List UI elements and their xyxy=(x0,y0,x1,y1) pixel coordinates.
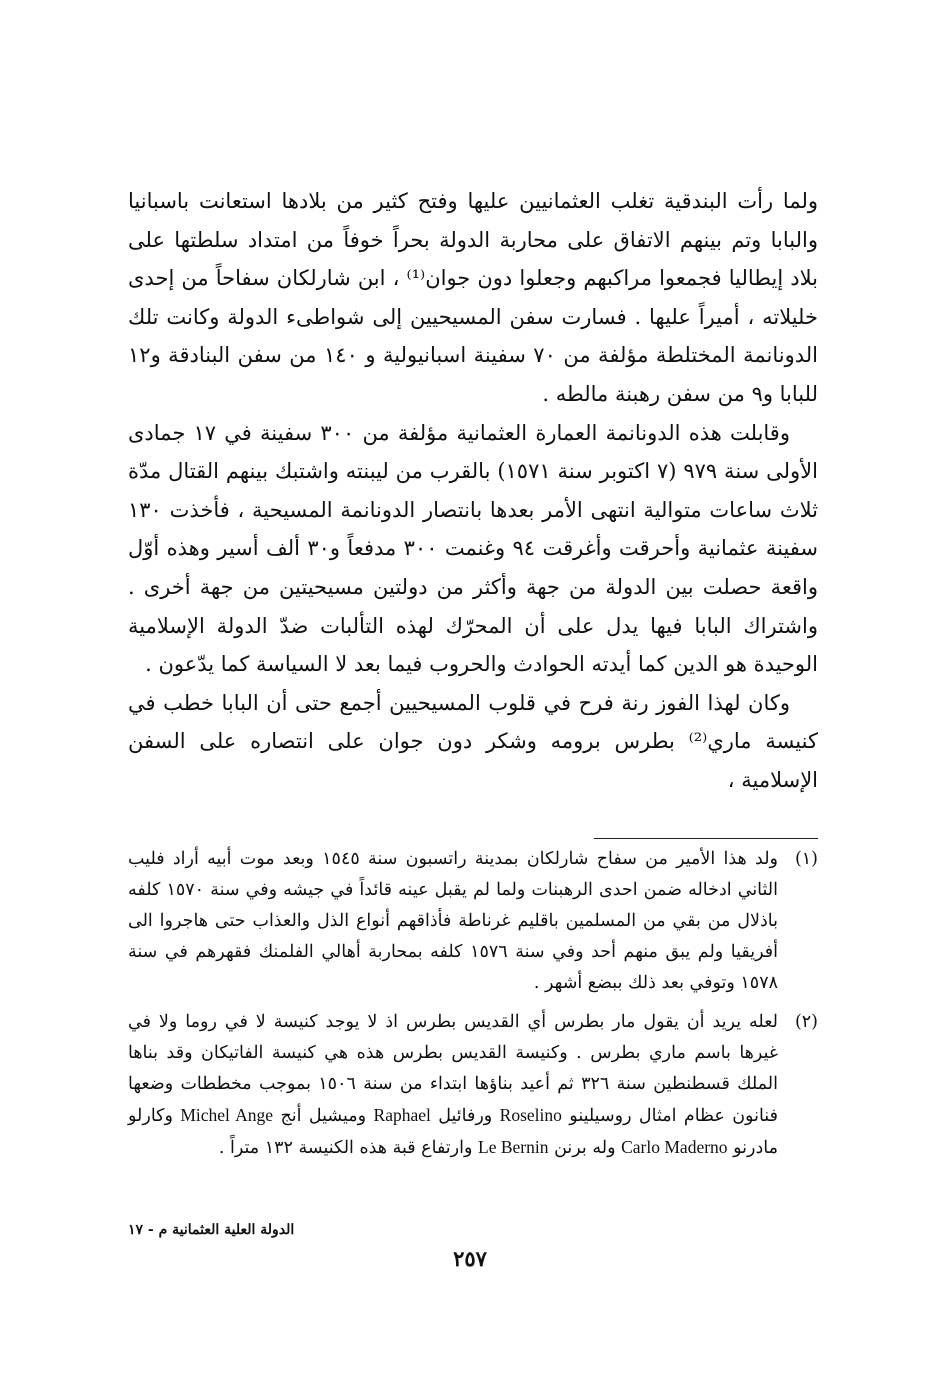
footnote-text-part: وارتفاع قبة هذه الكنيسة ١٣٢ متراً . xyxy=(218,1138,473,1158)
paragraph-3: وكان لهذا الفوز رنة فرح في قلوب المسيحيين أجمع حتى أن البابا خطب في كنيسة ماري⁽²⁾ بطرس برومه وشكر دون جوان على انتصاره على السفن الإسلامية ، xyxy=(128,690,818,792)
footnote-text-part: وميشيل أنج xyxy=(280,1106,367,1126)
footnote-text-part: ورفائيل xyxy=(438,1106,493,1126)
footnote-text-part: وكارلو مادرنو xyxy=(128,1106,778,1158)
latin-name: Raphael xyxy=(373,1105,431,1125)
footnote-1 xyxy=(128,844,818,999)
footnote-text: ولد هذا الأمير من سفاح شارلكان بمدينة راتسبون سنة ١٥٤٥ وبعد موت أبيه أراد فليب الثاني ادخاله ضمن احدى الرهبنات ولما لم يقبل عينه قائداً في جيشه وفي سنة ١٥٧٠ كلفه باذلال من بقي من المسلمين باقليم غرناطة فأذاقهم أنواع الذل والعذاب حتى هاجروا الى أفريقيا ولم يبق منهم أحد وفي سنة ١٥٧٦ كلفه بمحاربة أهالي الفلمنك فقهرهم في سنة ١٥٧٨ وتوفي بعد ذلك ببضع أشهر . xyxy=(128,849,779,993)
footnote-text-part: لعله يريد أن يقول مار بطرس أي القديس بطرس اذ لا يوجد كنيسة لا في روما ولا في غيرها باسم ماري بطرس . وكنيسة القديس بطرس هذه هي كنيسة الفاتيكان وقد بناها الملك قسطنطين سنة ٣٢٦ ثم أعيد بناؤها ابتداء من سنة ١٥٠٦ بموجب مخططات وضعها فنانون عظام امثال روسيلينو xyxy=(128,1012,778,1126)
latin-name: Michel Ange xyxy=(180,1105,274,1125)
footnote-2 xyxy=(128,1007,818,1164)
latin-name: Carlo Maderno xyxy=(621,1137,728,1157)
running-footer-title: الدولة العلية العثمانية م - ١٧ xyxy=(128,1222,295,1238)
footnote-marker: (٢) xyxy=(794,1012,818,1032)
page-number: ٢٥٧ xyxy=(453,1246,487,1271)
footnotes-section xyxy=(128,844,818,1172)
paragraph-1: ولما رأت البندقية تغلب العثمانيين عليها وفتح كثير من بلادها استعانت باسبانيا والبابا وتم بينهم الاتفاق على محاربة الدولة بحراً خوفاً من امتداد سلطتها على بلاد إيطاليا فجمعوا مراكبهم وجعلوا دون جوان⁽¹⁾ ، ابن شارلكان سفاحاً من إحدى خليلاته ، أميراً عليها . فسارت سفن المسيحيين إلى شواطىء الدولة وكانت تلك الدونانمة المختلطة مؤلفة من ٧٠ سفينة اسبانيولية و ١٤٠ من سفن البنادقة و١٢ للبابا و٩ من سفن رهبنة مالطه . xyxy=(128,189,818,406)
footnote-marker: (١) xyxy=(794,849,818,869)
latin-name: Le Bernin xyxy=(478,1137,549,1157)
main-text-body xyxy=(128,182,818,800)
footnote-text-part: وله برنن xyxy=(554,1138,616,1158)
paragraph-2: وقابلت هذه الدونانمة العمارة العثمانية مؤلفة من ٣٠٠ سفينة في ١٧ جمادى الأولى سنة ٩٧٩ (٧ اكتوبر سنة ١٥٧١) بالقرب من ليبنته واشتبك بينهم القتال مدّة ثلاث ساعات متوالية انتهى الأمر بعدها بانتصار الدونانمة المسيحية ، فأخذت ١٣٠ سفينة عثمانية وأحرقت وأغرقت ٩٤ وغنمت ٣٠٠ مدفعاً و٣٠ ألف أسير وهذه أوّل واقعة حصلت بين الدولة من جهة وأكثر من دولتين مسيحيتين من جهة أخرى . واشتراك البابا فيها يدل على أن المحرّك لهذه التألبات ضدّ الدولة الإسلامية الوحيدة هو الدين كما أيدته الحوادث والحروب فيما بعد لا السياسة كما يدّعون . xyxy=(128,420,818,677)
latin-name: Roselino xyxy=(499,1105,562,1125)
footnote-text xyxy=(128,1007,778,1164)
footnote-divider xyxy=(594,838,818,839)
